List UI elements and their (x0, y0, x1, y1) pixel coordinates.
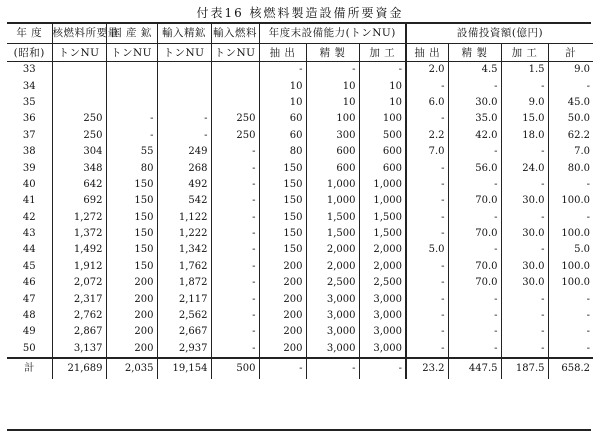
value-cell: - (157, 111, 211, 127)
header-row-1 (7, 22, 593, 44)
value-cell: - (406, 275, 448, 291)
value-cell: - (448, 78, 501, 94)
value-cell: 600 (306, 144, 359, 160)
year-cell: 44 (22, 244, 36, 256)
value-cell: 1,872 (157, 275, 211, 291)
value-cell: - (548, 291, 593, 307)
value-cell: - (406, 291, 448, 307)
value-cell: 18.0 (501, 128, 548, 144)
value-cell: 30.0 (448, 95, 501, 111)
value-cell: 30.0 (501, 226, 548, 242)
value-cell: 35.0 (448, 111, 501, 127)
header-cell: 抽 出 (406, 44, 448, 62)
table-row (7, 111, 593, 127)
value-cell: - (211, 324, 259, 340)
table-row (7, 78, 593, 94)
total-cell: - (359, 358, 406, 379)
table-body (7, 62, 593, 359)
value-cell: 3,000 (359, 308, 406, 324)
year-cell: 46 (22, 277, 36, 289)
value-cell: 7.0 (406, 144, 448, 160)
value-cell: - (501, 324, 548, 340)
value-cell: 1,500 (359, 210, 406, 226)
value-cell: 70.0 (448, 259, 501, 275)
header-cell: 年度末設備能力(トンNU) (259, 22, 406, 44)
value-cell: 100 (359, 111, 406, 127)
value-cell: - (548, 324, 593, 340)
value-cell: - (548, 308, 593, 324)
value-cell (157, 78, 211, 94)
value-cell: 642 (52, 177, 106, 193)
value-cell: 1,342 (157, 242, 211, 258)
value-cell: - (548, 78, 593, 94)
value-cell: 1,762 (157, 259, 211, 275)
value-cell: 70.0 (448, 275, 501, 291)
value-cell: - (448, 144, 501, 160)
value-cell: 600 (306, 160, 359, 176)
value-cell: 2,000 (306, 242, 359, 258)
value-cell: 150 (106, 193, 157, 209)
value-cell: - (406, 160, 448, 176)
value-cell: - (259, 62, 306, 79)
year-cell: 47 (22, 293, 36, 305)
value-cell: 2,562 (157, 308, 211, 324)
total-cell: 19,154 (157, 358, 211, 379)
value-cell: 100.0 (548, 275, 593, 291)
value-cell: 2,072 (52, 275, 106, 291)
value-cell: 1,492 (52, 242, 106, 258)
header-cell: 輸入精鉱 (157, 22, 211, 44)
year-cell: 38 (22, 146, 36, 158)
value-cell: - (501, 144, 548, 160)
year-cell: 48 (22, 310, 36, 322)
year-cell: 34 (22, 80, 36, 92)
value-cell: 1,000 (359, 177, 406, 193)
value-cell: 30.0 (501, 275, 548, 291)
value-cell: 1,222 (157, 226, 211, 242)
value-cell: 1,500 (306, 210, 359, 226)
value-cell: 3,000 (359, 341, 406, 358)
table-row (7, 324, 593, 340)
header-cell: トンNU (106, 44, 157, 62)
header-cell: 輸入燃料 (211, 22, 259, 44)
value-cell: 500 (359, 128, 406, 144)
total-cell: 500 (211, 358, 259, 379)
value-cell: 1,500 (306, 226, 359, 242)
value-cell: 150 (259, 193, 306, 209)
year-cell: 33 (7, 62, 52, 79)
header-cell: トンNU (157, 44, 211, 62)
value-cell: 2,000 (359, 242, 406, 258)
table-title: 付表16 核燃料製造設備所要資金 (196, 6, 404, 20)
year-cell: 42 (22, 211, 36, 223)
table-row (7, 291, 593, 307)
value-cell: - (501, 177, 548, 193)
value-cell: - (106, 111, 157, 127)
value-cell: 5.0 (406, 242, 448, 258)
value-cell: 80.0 (548, 160, 593, 176)
value-cell (211, 78, 259, 94)
value-cell: - (406, 226, 448, 242)
value-cell: - (306, 62, 359, 79)
value-cell: - (406, 341, 448, 358)
value-cell: 1,372 (52, 226, 106, 242)
value-cell: 7.0 (548, 144, 593, 160)
header-cell: 国 産 鉱 (106, 22, 157, 44)
value-cell: - (448, 341, 501, 358)
header-cell: 核燃料所要量 (52, 22, 106, 44)
header-cell: トンNU (211, 44, 259, 62)
year-cell: 41 (22, 195, 36, 207)
total-row (7, 358, 593, 379)
value-cell (211, 95, 259, 111)
value-cell: - (406, 177, 448, 193)
value-cell: 150 (106, 259, 157, 275)
table-row (7, 275, 593, 291)
value-cell: - (211, 308, 259, 324)
value-cell: - (448, 308, 501, 324)
value-cell: - (501, 78, 548, 94)
value-cell: 150 (259, 242, 306, 258)
value-cell (211, 62, 259, 79)
value-cell: 600 (359, 160, 406, 176)
value-cell: - (157, 128, 211, 144)
year-cell: 40 (22, 178, 36, 190)
header-cell: 精 製 (448, 44, 501, 62)
value-cell: - (211, 177, 259, 193)
value-cell: 692 (52, 193, 106, 209)
value-cell: 10 (359, 78, 406, 94)
value-cell: 304 (52, 144, 106, 160)
value-cell (106, 95, 157, 111)
value-cell: 2,867 (52, 324, 106, 340)
value-cell: 2,117 (157, 291, 211, 307)
value-cell: 9.0 (501, 95, 548, 111)
value-cell: - (548, 210, 593, 226)
header-cell: 計 (548, 44, 593, 62)
value-cell: - (501, 242, 548, 258)
value-cell: 200 (259, 324, 306, 340)
fund-table (7, 22, 593, 379)
value-cell: 249 (157, 144, 211, 160)
value-cell: 1.5 (501, 62, 548, 79)
value-cell: - (406, 78, 448, 94)
total-cell: 2,035 (106, 358, 157, 379)
value-cell: - (501, 308, 548, 324)
value-cell: - (211, 193, 259, 209)
header-cell: 抽 出 (259, 44, 306, 62)
value-cell: 150 (259, 160, 306, 176)
header-cell: 設備投資額(億円) (406, 22, 593, 44)
value-cell: 42.0 (448, 128, 501, 144)
value-cell: 3,137 (52, 341, 106, 358)
value-cell: - (406, 324, 448, 340)
value-cell: 55 (106, 144, 157, 160)
value-cell: 150 (106, 242, 157, 258)
value-cell: - (211, 242, 259, 258)
value-cell: - (211, 291, 259, 307)
value-cell: 10 (359, 95, 406, 111)
value-cell: 70.0 (448, 226, 501, 242)
value-cell: 100.0 (548, 259, 593, 275)
value-cell (157, 62, 211, 79)
value-cell: 200 (106, 275, 157, 291)
table-row (7, 95, 593, 111)
value-cell: 150 (106, 226, 157, 242)
value-cell: - (501, 291, 548, 307)
value-cell: 3,000 (306, 341, 359, 358)
value-cell: 200 (259, 291, 306, 307)
value-cell: 492 (157, 177, 211, 193)
value-cell: 100.0 (548, 193, 593, 209)
value-cell: - (448, 210, 501, 226)
value-cell (52, 62, 106, 79)
value-cell: 24.0 (501, 160, 548, 176)
value-cell: 30.0 (501, 193, 548, 209)
year-cell: 37 (22, 129, 36, 141)
total-cell: 21,689 (52, 358, 106, 379)
total-cell: - (259, 358, 306, 379)
value-cell: 150 (259, 210, 306, 226)
value-cell: 250 (52, 111, 106, 127)
value-cell: 45.0 (548, 95, 593, 111)
value-cell: - (548, 341, 593, 358)
value-cell: 200 (106, 291, 157, 307)
value-cell: - (548, 177, 593, 193)
value-cell: - (211, 210, 259, 226)
value-cell (52, 95, 106, 111)
value-cell: 542 (157, 193, 211, 209)
value-cell: 2,000 (306, 259, 359, 275)
year-cell: 45 (22, 260, 36, 272)
value-cell: 2,667 (157, 324, 211, 340)
value-cell: 3,000 (306, 324, 359, 340)
value-cell: 10 (259, 78, 306, 94)
value-cell: 200 (106, 324, 157, 340)
value-cell: - (448, 242, 501, 258)
value-cell: - (406, 259, 448, 275)
value-cell: 50.0 (548, 111, 593, 127)
value-cell: 348 (52, 160, 106, 176)
value-cell: 1,000 (306, 177, 359, 193)
value-cell: 60 (259, 111, 306, 127)
value-cell: - (501, 210, 548, 226)
value-cell (52, 78, 106, 94)
value-cell: 80 (259, 144, 306, 160)
value-cell: 80 (106, 160, 157, 176)
value-cell: 100.0 (548, 226, 593, 242)
value-cell: - (211, 275, 259, 291)
value-cell: 1,122 (157, 210, 211, 226)
table-row (7, 308, 593, 324)
value-cell: - (211, 259, 259, 275)
value-cell: 1,272 (52, 210, 106, 226)
value-cell: 250 (211, 128, 259, 144)
header-cell: トンNU (52, 44, 106, 62)
year-cell: 49 (22, 326, 36, 338)
value-cell: 2.0 (406, 62, 448, 79)
year-cell: 35 (22, 96, 36, 108)
value-cell: - (359, 62, 406, 79)
value-cell: 62.2 (548, 128, 593, 144)
value-cell: - (211, 144, 259, 160)
value-cell: 200 (259, 341, 306, 358)
value-cell: 2,000 (359, 259, 406, 275)
total-cell: 447.5 (448, 358, 501, 379)
table-row (7, 242, 593, 258)
value-cell: 3,000 (306, 308, 359, 324)
value-cell: - (211, 160, 259, 176)
value-cell: 2,317 (52, 291, 106, 307)
value-cell: - (448, 177, 501, 193)
table-row (7, 128, 593, 144)
value-cell: - (211, 226, 259, 242)
value-cell: 1,000 (359, 193, 406, 209)
value-cell: 4.5 (448, 62, 501, 79)
value-cell: - (106, 128, 157, 144)
value-cell: 250 (211, 111, 259, 127)
year-cell: 50 (22, 342, 36, 354)
year-cell: 39 (22, 162, 36, 174)
table-row (7, 259, 593, 275)
value-cell: 2,500 (306, 275, 359, 291)
value-cell: 200 (259, 259, 306, 275)
table-row (7, 210, 593, 226)
value-cell: 200 (259, 275, 306, 291)
value-cell: 200 (106, 308, 157, 324)
table-row (7, 62, 593, 79)
header-cell: 加 工 (359, 44, 406, 62)
value-cell: 250 (52, 128, 106, 144)
value-cell: 2.2 (406, 128, 448, 144)
value-cell: 150 (106, 177, 157, 193)
value-cell: - (501, 341, 548, 358)
value-cell: 150 (259, 226, 306, 242)
value-cell: 60 (259, 128, 306, 144)
total-cell: 23.2 (406, 358, 448, 379)
value-cell: 150 (259, 177, 306, 193)
value-cell: 3,000 (359, 291, 406, 307)
value-cell: - (211, 341, 259, 358)
value-cell: 300 (306, 128, 359, 144)
value-cell: 10 (306, 95, 359, 111)
value-cell: 200 (259, 308, 306, 324)
value-cell: 10 (259, 95, 306, 111)
value-cell: 3,000 (306, 291, 359, 307)
value-cell: - (406, 308, 448, 324)
table-row (7, 160, 593, 176)
value-cell: 9.0 (548, 62, 593, 79)
value-cell: - (406, 111, 448, 127)
value-cell: 2,500 (359, 275, 406, 291)
value-cell: - (406, 193, 448, 209)
value-cell: - (448, 291, 501, 307)
value-cell: - (406, 210, 448, 226)
header-cell: 年 度 (16, 26, 43, 39)
total-cell: 187.5 (501, 358, 548, 379)
value-cell: 30.0 (501, 259, 548, 275)
value-cell: 56.0 (448, 160, 501, 176)
header-cell: (昭和) (7, 44, 52, 62)
year-cell: 36 (22, 113, 36, 125)
value-cell (106, 78, 157, 94)
value-cell: 70.0 (448, 193, 501, 209)
total-cell: 658.2 (548, 358, 593, 379)
value-cell: 6.0 (406, 95, 448, 111)
value-cell: 10 (306, 78, 359, 94)
value-cell: 268 (157, 160, 211, 176)
value-cell: 1,912 (52, 259, 106, 275)
header-cell: 加 工 (501, 44, 548, 62)
value-cell: 15.0 (501, 111, 548, 127)
value-cell: 1,000 (306, 193, 359, 209)
value-cell: 600 (359, 144, 406, 160)
value-cell (157, 95, 211, 111)
value-cell (106, 62, 157, 79)
header-cell: 精 製 (306, 44, 359, 62)
value-cell: 150 (106, 210, 157, 226)
value-cell: 2,762 (52, 308, 106, 324)
value-cell: 100 (306, 111, 359, 127)
total-cell: 計 (7, 358, 52, 379)
header-row-2 (7, 44, 593, 62)
value-cell: - (448, 324, 501, 340)
table-row (7, 144, 593, 160)
total-cell: - (306, 358, 359, 379)
value-cell: 2,937 (157, 341, 211, 358)
value-cell: 3,000 (359, 324, 406, 340)
value-cell: 1,500 (359, 226, 406, 242)
table-row (7, 226, 593, 242)
table-row (7, 177, 593, 193)
value-cell: 5.0 (548, 242, 593, 258)
value-cell: 200 (106, 341, 157, 358)
table-row (7, 341, 593, 358)
table-row (7, 193, 593, 209)
year-cell: 43 (22, 228, 36, 240)
